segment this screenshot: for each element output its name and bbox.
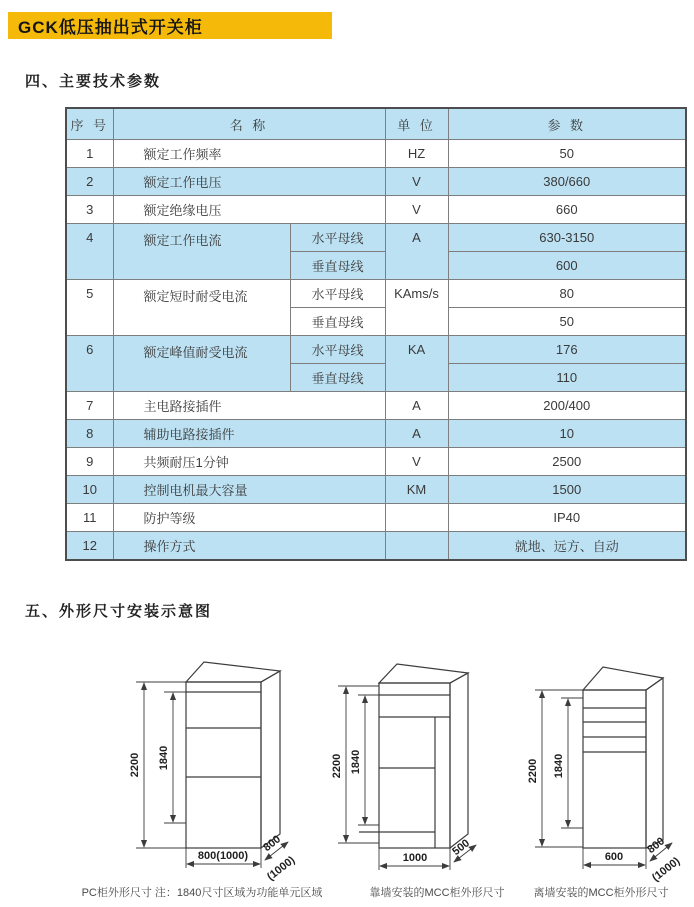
dim-depth-alt: (1000) [264, 854, 298, 884]
dim-depth: 800 [261, 833, 284, 855]
cell-unit: HZ [385, 140, 448, 168]
cell-value: 10 [448, 420, 686, 448]
cell-no: 11 [66, 504, 113, 532]
cell-name: 控制电机最大容量 [113, 476, 385, 504]
cell-name: 共频耐压1分钟 [113, 448, 385, 476]
cell-value: IP40 [448, 504, 686, 532]
cabinet-outline [583, 667, 663, 848]
cell-unit: KA [385, 336, 448, 392]
cell-value: 600 [448, 252, 686, 280]
dim-height: 2200 [527, 758, 539, 784]
table-row [66, 504, 686, 532]
table-row [66, 196, 686, 224]
figure-caption-mcc-wall: 靠墙安装的MCC柜外形尺寸 [369, 887, 505, 899]
dim-width: 800(1000) [197, 850, 249, 862]
cell-name: 防护等级 [113, 504, 385, 532]
cell-busbar: 垂直母线 [290, 364, 385, 392]
mcc-free-cabinet-figure [500, 650, 694, 890]
cell-busbar: 垂直母线 [290, 252, 385, 280]
cell-value: 660 [448, 196, 686, 224]
cell-name: 额定工作电压 [113, 168, 385, 196]
table-row [66, 280, 686, 308]
cell-unit: A [385, 420, 448, 448]
header-value: 参 数 [448, 108, 686, 140]
table-row [66, 140, 686, 168]
cell-busbar: 水平母线 [290, 336, 385, 364]
cell-unit: V [385, 448, 448, 476]
cell-no: 4 [66, 224, 113, 280]
dim-depth: 800 [645, 835, 668, 857]
cell-unit: A [385, 224, 448, 280]
table-row [66, 336, 686, 364]
cell-name: 辅助电路接插件 [113, 420, 385, 448]
dim-depth: 500 [450, 837, 473, 859]
technical-parameters-table [65, 107, 687, 561]
cell-unit: KM [385, 476, 448, 504]
page-title: GCK低压抽出式开关柜 [18, 18, 203, 37]
dim-width: 1000 [402, 852, 428, 864]
mcc-wall-cabinet-figure [320, 650, 512, 885]
cell-value: 380/660 [448, 168, 686, 196]
page-title-bar [8, 12, 332, 39]
cell-no: 6 [66, 336, 113, 392]
figure-caption-pc: PC柜外形尺寸 注：1840尺寸区域为功能单元区域 [81, 887, 323, 899]
cell-value: 2500 [448, 448, 686, 476]
cell-no: 8 [66, 420, 113, 448]
cell-name: 额定短时耐受电流 [113, 280, 290, 336]
dim-height: 2200 [331, 753, 343, 779]
cell-unit: KAms/s [385, 280, 448, 336]
cell-value: 1500 [448, 476, 686, 504]
cell-value: 50 [448, 308, 686, 336]
dimension-lines [338, 686, 476, 870]
cell-no: 10 [66, 476, 113, 504]
cell-no: 5 [66, 280, 113, 336]
table-row [66, 392, 686, 420]
table-header-row [66, 108, 686, 140]
cell-busbar: 垂直母线 [290, 308, 385, 336]
cell-unit [385, 532, 448, 561]
section-heading-parameters: 四、主要技术参数 [25, 73, 162, 90]
header-no: 序 号 [66, 108, 113, 140]
cell-busbar: 水平母线 [290, 280, 385, 308]
table-row [66, 168, 686, 196]
cell-value: 200/400 [448, 392, 686, 420]
dim-height: 2200 [129, 752, 141, 778]
cell-unit [385, 504, 448, 532]
dim-width: 600 [604, 851, 624, 863]
cell-value: 50 [448, 140, 686, 168]
cell-value: 就地、远方、自动 [448, 532, 686, 561]
cell-unit: V [385, 196, 448, 224]
cell-name: 操作方式 [113, 532, 385, 561]
cell-no: 3 [66, 196, 113, 224]
dim-unit-zone: 1840 [158, 745, 170, 771]
cell-value: 176 [448, 336, 686, 364]
cell-value: 630-3150 [448, 224, 686, 252]
cell-busbar: 水平母线 [290, 224, 385, 252]
dim-depth-alt: (1000) [649, 855, 683, 885]
cell-no: 9 [66, 448, 113, 476]
cell-name: 额定工作频率 [113, 140, 385, 168]
table-row [66, 224, 686, 252]
pc-cabinet-figure [118, 650, 340, 885]
table-row [66, 476, 686, 504]
header-unit: 单 位 [385, 108, 448, 140]
header-name: 名 称 [113, 108, 385, 140]
cell-no: 7 [66, 392, 113, 420]
cell-no: 12 [66, 532, 113, 561]
cell-unit: V [385, 168, 448, 196]
table-row [66, 420, 686, 448]
cell-name: 额定工作电流 [113, 224, 290, 280]
cell-no: 2 [66, 168, 113, 196]
cell-unit: A [385, 392, 448, 420]
cell-name: 额定绝缘电压 [113, 196, 385, 224]
cell-no: 1 [66, 140, 113, 168]
cell-value: 80 [448, 280, 686, 308]
section-heading-dimensions: 五、外形尺寸安装示意图 [25, 603, 213, 620]
cell-name: 额定峰值耐受电流 [113, 336, 290, 392]
cabinet-outline [186, 662, 280, 848]
cabinet-outline [359, 664, 468, 848]
dim-unit-zone: 1840 [350, 749, 362, 775]
figure-caption-mcc-free: 离墙安装的MCC柜外形尺寸 [533, 887, 669, 899]
dim-unit-zone: 1840 [553, 753, 565, 779]
dimension-lines [136, 682, 288, 868]
cell-name: 主电路接插件 [113, 392, 385, 420]
cell-value: 110 [448, 364, 686, 392]
table-row [66, 448, 686, 476]
table-row [66, 532, 686, 561]
